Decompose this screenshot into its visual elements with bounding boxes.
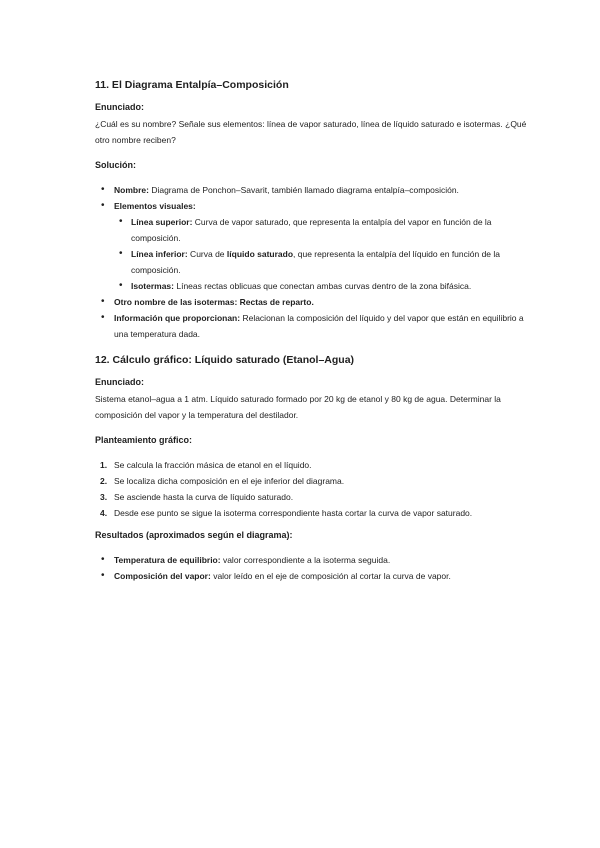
step-item — [95, 473, 530, 489]
lower-line-bold: líquido saturado — [226, 249, 294, 259]
step-item — [95, 489, 530, 505]
step-text: Se calcula la fracción másica de etanol en el líquido. — [114, 460, 312, 470]
list-item-lower-line — [114, 246, 530, 278]
visual-elements-list — [114, 214, 530, 294]
list-item-name — [95, 182, 530, 198]
list-item-isotherms — [114, 278, 530, 294]
isotherms-text: Líneas rectas oblicuas que conectan ambas curvas dentro de la zona bifásica. — [174, 281, 472, 291]
step-number: 1. — [100, 460, 108, 470]
step-number: 3. — [100, 492, 108, 502]
step-number: 2. — [100, 476, 108, 486]
upper-line-label: Línea superior: — [131, 217, 193, 227]
solution-list — [95, 182, 530, 342]
section-11-solution-label: Solución: — [95, 160, 136, 170]
section-11-statement-label: Enunciado: — [95, 102, 144, 112]
section-12-title: 12. Cálculo gráfico: Líquido saturado (Etanol–Agua) — [95, 354, 355, 366]
lower-line-text-b: , que representa la entalpía del líquido en función de la composición. — [131, 249, 501, 275]
section-11-statement: ¿Cuál es su nombre? Señale sus elementos: línea de vapor saturado, línea de líquido saturado e isotermas. ¿Qué otro nombre reciben? — [95, 119, 527, 145]
step-text: Se localiza dicha composición en el eje inferior del diagrama. — [114, 476, 345, 486]
temperature-text: valor correspondiente a la isoterma seguida. — [220, 555, 391, 565]
results-list — [95, 552, 530, 584]
visual-elements-label: Elementos visuales: — [114, 201, 196, 211]
upper-line-text: Curva de vapor saturado, que representa la entalpía del vapor en función de la composición. — [131, 217, 492, 243]
list-item-vapor-composition — [95, 568, 530, 584]
name-text: Diagrama de Ponchon–Savarit, también llamado diagrama entalpía–composición. — [148, 185, 459, 195]
list-item-temperature — [95, 552, 530, 568]
approach-label: Planteamiento gráfico: — [95, 435, 193, 445]
results-label: Resultados (aproximados según el diagrama): — [95, 530, 293, 540]
step-item — [95, 505, 530, 521]
lower-line-label: Línea inferior: — [131, 249, 188, 259]
section-11-title: 11. El Diagrama Entalpía–Composición — [95, 79, 289, 91]
step-text: Desde ese punto se sigue la isoterma correspondiente hasta cortar la curva de vapor saturado. — [114, 508, 473, 518]
list-item-upper-line — [114, 214, 530, 246]
vapor-composition-label: Composición del vapor: — [114, 571, 211, 581]
lower-line-text-a: Curva de — [187, 249, 227, 259]
step-item — [95, 457, 530, 473]
step-text: Se asciende hasta la curva de líquido saturado. — [114, 492, 294, 502]
other-name-text: Otro nombre de las isotermas: Rectas de reparto. — [114, 297, 314, 307]
steps-list — [95, 457, 530, 521]
section-12-statement-label: Enunciado: — [95, 377, 144, 387]
list-item-info — [95, 310, 530, 342]
vapor-composition-text: valor leído en el eje de composición al cortar la curva de vapor. — [210, 571, 451, 581]
info-text: Relacionan la composición del líquido y del vapor que están en equilibrio a una temperatura dada. — [114, 313, 524, 339]
step-number: 4. — [100, 508, 108, 518]
name-label: Nombre: — [114, 185, 149, 195]
temperature-label: Temperatura de equilibrio: — [114, 555, 221, 565]
list-item-other-name — [95, 294, 530, 310]
isotherms-label: Isotermas: — [131, 281, 174, 291]
section-12-statement: Sistema etanol–agua a 1 atm. Líquido saturado formado por 20 kg de etanol y 80 kg de agua. Determinar la composición del vapor y la temperatura del destilador. — [95, 394, 501, 420]
list-item-visual-elements — [95, 198, 530, 294]
info-label: Información que proporcionan: — [114, 313, 241, 323]
